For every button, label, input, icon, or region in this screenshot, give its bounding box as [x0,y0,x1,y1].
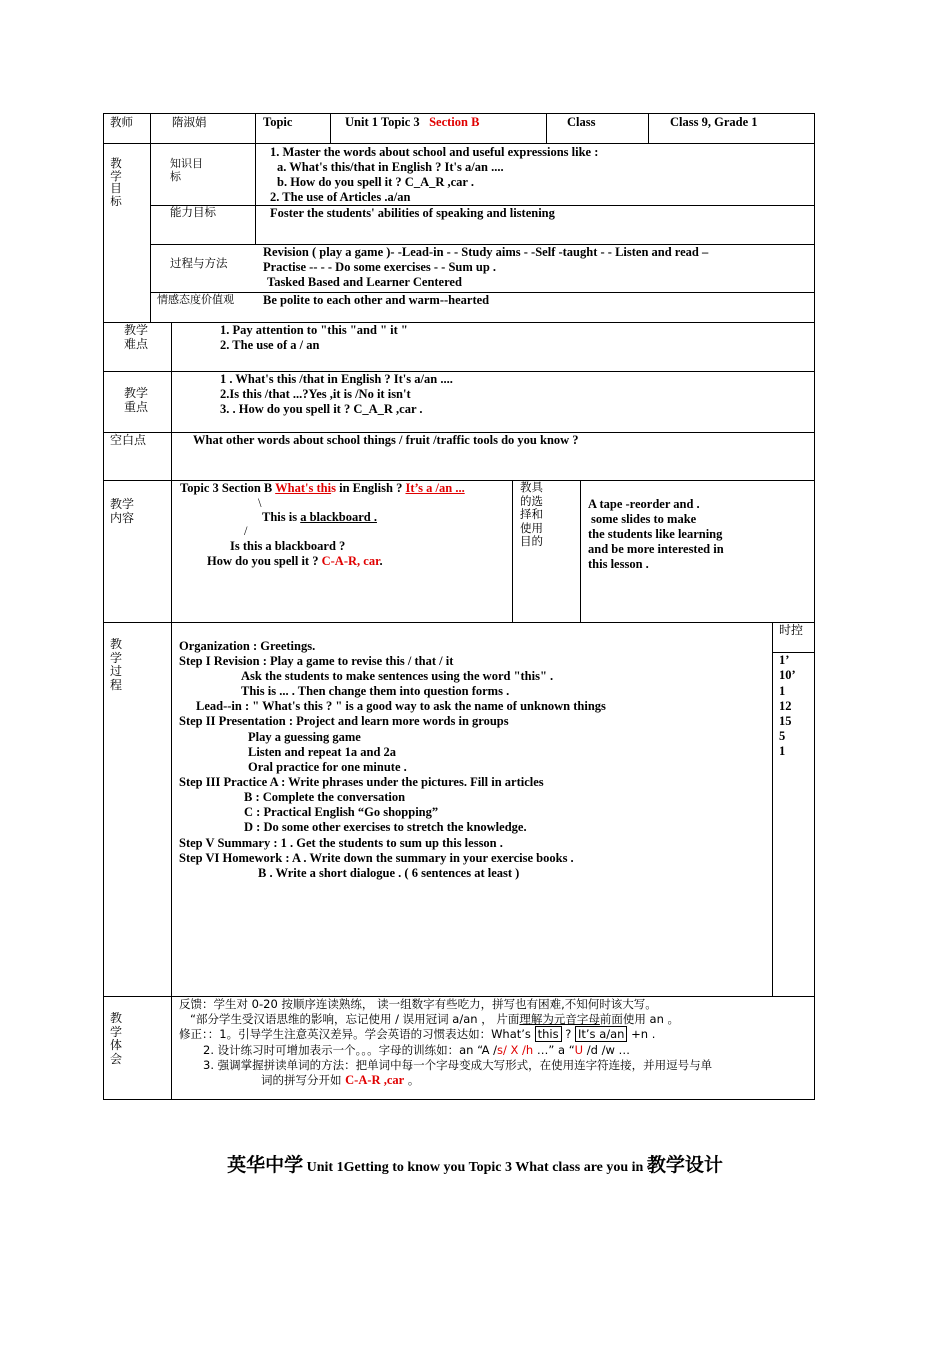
time-4: 12 [779,699,792,713]
tools-label: 教具的选择和使用目的 [520,480,543,548]
reflection-its-box: It’s a/an [575,1026,627,1042]
attitude-text: Be polite to each other and warm--hearted [263,293,490,307]
process-step-summary: Step V Summary : 1 . Get the students to sum up this lesson . [179,836,503,850]
process-practice-c: C : Practical English “Go shopping” [244,805,439,819]
process-practice-b: B : Complete the conversation [244,790,406,804]
process-step-practice: Step III Practice A : Write phrases under the pictures. Fill in articles [179,775,544,789]
reflection-line-1: 反馈：学生对 0-20 按顺序连读熟练， 读一组数字有些吃力，拼写也有困难,不知何时该大写。 [179,997,657,1011]
difficulty-line-2: 2. The use of a / an [220,338,320,352]
reflection-line-3b: ? [561,1027,575,1041]
difficulty-label: 教学难点 [124,323,149,351]
title-suffix: 教学设计 [646,1154,723,1176]
difficulty-line-1: 1. Pay attention to "this "and " it " [220,323,408,337]
process-line-2: Practise -- - - Do some exercises - - Sum up . [263,260,497,274]
content-line-2-blackboard: a blackboard . [300,510,377,524]
knowledge-line-3: b. How do you spell it ? C_A_R ,car . [277,175,475,189]
knowledge-line-4: 2. The use of Articles .a/an [270,190,411,204]
knowledge-line-1: 1. Master the words about school and useful expressions like : [270,145,599,159]
reflection-line-3 [179,1027,655,1042]
content-question-red-s: s [331,481,336,495]
reflection-line-5: 3. 强调掌握拼读单词的方法：把单词中每一个字母变成大写形式，在使用连字符连接，并用逗号与单 [203,1058,713,1072]
time-label: 时控 [779,623,804,637]
lesson-title: Unit 1Getting to know you Topic 3 What class are you in [303,1160,647,1175]
topic-section: Section B [429,115,480,129]
process-homework-b: B . Write a short dialogue . ( 6 sentences at least ) [258,866,520,880]
teacher-name: 隋淑娟 [172,115,207,129]
process-line-1: Revision ( play a game )- -Lead-in - - Study aims - -Self -taught - - Listen and read – [263,245,709,259]
process-method-label: 过程与方法 [170,256,228,270]
time-6: 5 [779,729,786,743]
key-points-label: 教学重点 [124,386,149,414]
reflection-line-6a: 词的拼写分开如 [261,1073,346,1087]
blank-label: 空白点 [110,433,147,447]
reflection-line-6b: 。 [404,1073,420,1087]
knowledge-label: 知识目标 [170,157,203,183]
reflection-spelling-red: C-A-R ,car [345,1073,405,1087]
process-revision-this: This is ... . Then change them into question forms . [241,684,510,698]
process-step-organization: Organization : Greetings. [179,639,316,653]
process-label: 教学过程 [110,637,123,692]
objectives-label: 教学目标 [110,156,122,208]
content-line-1-mid: in English ? [335,481,406,495]
topic-unit: Unit 1 Topic 3 [345,115,420,129]
time-7: 1 [779,744,786,758]
reflection-line-4c: /d /w … [583,1043,630,1057]
process-line-3: Tasked Based and Learner Centered [267,275,462,289]
content-slash-2: / [244,524,248,538]
content-question-red: What's thi [275,481,332,495]
process-guessing-game: Play a guessing game [248,730,361,744]
ability-label: 能力目标 [170,205,216,219]
tools-line-5: this lesson . [588,557,649,571]
reflection-line-3c: +n . [627,1027,656,1041]
reflection-line-4b: …” a “ [533,1043,575,1057]
reflection-line-2b: 理解为元音字母 [519,1012,600,1026]
content-line-3: Is this a blackboard ? [230,539,346,553]
time-2: 10’ [779,668,796,682]
reflection-line-4a: 2. 设计练习时可增加表示一个。。。字母的训练如：an “A / [203,1043,497,1057]
content-line-4-post: . [379,554,383,568]
class-label: Class [567,115,596,129]
reflection-line-2c: 前面使用 an 。 [599,1012,680,1026]
content-line-4 [207,554,383,569]
process-lead-in: Lead--in : " What's this ? " is a good way to ask the name of unknown things [196,699,606,713]
content-line-1-pre: Topic 3 Section B [180,481,276,495]
reflection-line-4 [203,1043,630,1058]
reflection-line-3a: 修正：：1。引导学生注意英汉差异。学会英语的习惯表达如：What’s [179,1027,535,1041]
process-practice-d: D : Do some other exercises to stretch the knowledge. [244,820,527,834]
process-step-revision: Step I Revision : Play a game to revise this / that / it [179,654,454,668]
blank-text: What other words about school things / fruit /traffic tools do you know ? [193,433,579,447]
attitude-label: 情感态度价值观 [157,293,234,306]
reflection-line-2 [190,1012,679,1027]
process-oral-practice: Oral practice for one minute . [248,760,407,774]
reflection-letters-red-1: s/ X /h [497,1043,534,1057]
class-value: Class 9, Grade 1 [670,115,758,129]
tools-line-4: and be more interested in [588,542,724,556]
reflection-line-2a: “部分学生受汉语思维的影响，忘记使用 / 误用冠词 a/an ， 片面 [190,1012,520,1026]
process-step-presentation: Step II Presentation : Project and learn more words in groups [179,714,509,728]
content-line-2 [262,510,377,525]
reflection-letters-red-2: U [574,1043,584,1057]
tools-line-1: A tape -reorder and . [588,497,700,511]
document-title [0,1150,950,1177]
content-line-2-pre: This is [262,510,301,524]
topic-value [345,115,479,130]
process-step-homework: Step VI Homework : A . Write down the summary in your exercise books . [179,851,574,865]
tools-line-3: the students like learning [588,527,723,541]
key-point-3: 3. . How do you spell it ? C_A_R ,car . [220,402,423,416]
reflection-this-box: this [535,1026,562,1042]
content-label: 教学内容 [110,497,135,525]
reflection-label: 教学体会 [110,1011,123,1066]
topic-label: Topic [263,115,293,129]
school-name: 英华中学 [227,1154,304,1176]
time-1: 1’ [779,653,790,667]
content-answer-red: It’s a /an ... [405,481,465,495]
ability-text: Foster the students' abilities of speaking and listening [270,206,555,220]
reflection-line-6 [261,1073,419,1088]
teacher-label: 教师 [110,115,133,129]
process-listen-repeat: Listen and repeat 1a and 2a [248,745,397,759]
process-revision-ask: Ask the students to make sentences using the word "this" . [241,669,554,683]
key-point-2: 2.Is this /that ...?Yes ,it is /No it isn't [220,387,411,401]
time-5: 15 [779,714,792,728]
knowledge-line-2: a. What's this/that in English ? It's a/an .... [277,160,504,174]
key-point-1: 1 . What's this /that in English ? It's a/an .... [220,372,453,386]
content-line-4-pre: How do you spell it ? [207,554,322,568]
content-line-1 [180,481,465,496]
time-3: 1 [779,684,786,698]
content-spelling-red: C-A-R, car [321,554,380,568]
tools-line-2: some slides to make [591,512,697,526]
content-slash-1: \ [258,496,262,510]
